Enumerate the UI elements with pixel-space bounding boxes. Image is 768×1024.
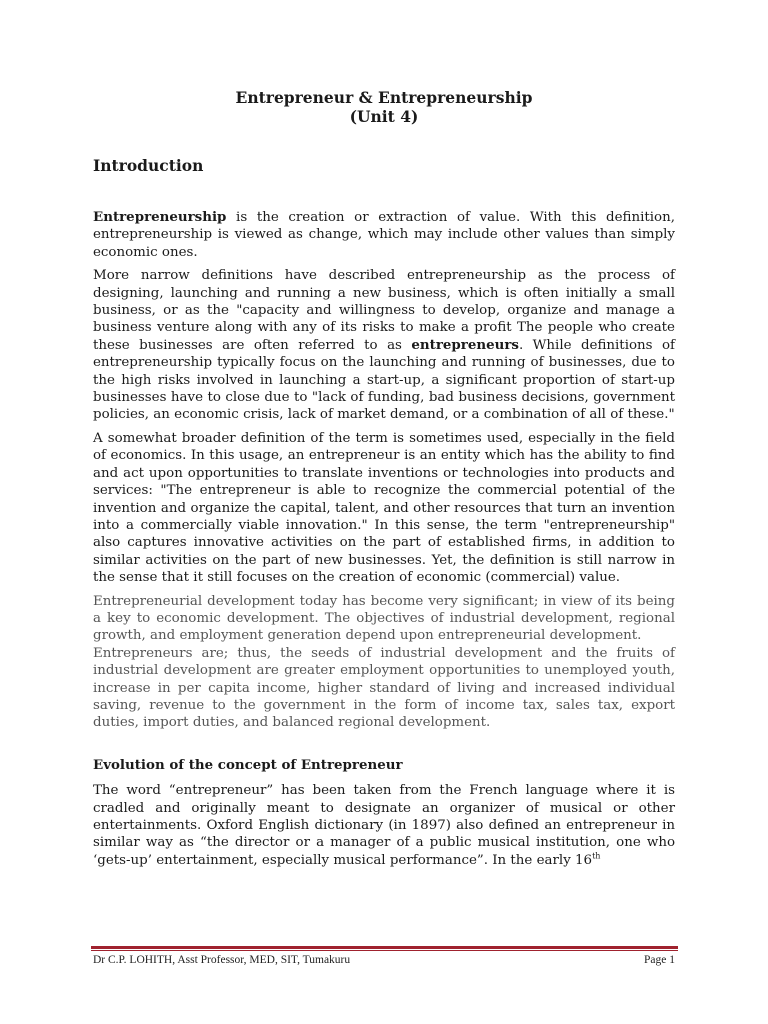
paragraph-1: Entrepreneurship is the creation or extraction of value. With this definition, entrepreneurship is viewed as change, which may include other values than simply economic ones.	[93, 209, 675, 260]
paragraph-5: Entrepreneurs are; thus, the seeds of industrial development and the fruits of industrial development are greater employment opportunities to unemployed youth, increase in per capita income, higher standard of living and increased individual saving, revenue to the government in the form of income tax, sales tax, export duties, import duties, and balanced regional development.	[93, 645, 675, 731]
introduction-heading: Introduction	[93, 156, 204, 175]
paragraph-3: A somewhat broader definition of the term is sometimes used, especially in the field of economics. In this usage, an entrepreneur is an entity which has the ability to find and act upon opportunities to translate inventions or technologies into products and services: "The entrepreneur is able to recognize the commercial potential of the invention and organize the capital, talent, and other resources that turn an invention into a commercially viable innovation." In this sense, the term "entrepreneurship" also captures innovative activities on the part of established firms, in addition to similar activities on the part of new businesses. Yet, the definition is still narrow in the sense that it still focuses on the creation of economic (commercial) value.	[93, 430, 675, 586]
term-entrepreneurs: entrepreneurs	[411, 336, 519, 353]
document-title: Entrepreneur & Entrepreneurship	[235, 88, 533, 107]
footer-rule-thick	[91, 946, 678, 949]
document-subtitle: (Unit 4)	[349, 107, 419, 126]
footer-author: Dr C.P. LOHITH, Asst Professor, MED, SIT, Tumakuru	[93, 954, 351, 966]
paragraph-2: More narrow definitions have described entrepreneurship as the process of designing, launching and running a new business, which is often initially a small business, or as the "capacity and willingness to develop, organize and manage a business venture along with any of its risks to make a profit The people who create these businesses are often referred to as entrepreneurs. While definitions of entrepreneurship typically focus on the launching and running of businesses, due to the high risks involved in launching a start-up, a significant proportion of start-up businesses have to close due to "lack of funding, bad business decisions, government policies, an economic crisis, lack of market demand, or a combination of all of these."	[93, 268, 675, 423]
paragraph-4: Entrepreneurial development today has become very significant; in view of its being a key to economic development. The objectives of industrial development, regional growth, and employment generation depend upon entrepreneurial development.	[93, 593, 675, 644]
term-entrepreneurship: Entrepreneurship	[93, 209, 227, 225]
paragraph-6: The word “entrepreneur” has been taken from the French language where it is cradled and originally meant to designate an organizer of musical or other entertainments. Oxford English dictionary (in 1897) also defined an entrepreneur in similar way as “the director or a manager of a public musical institution, one who ‘gets-up’ entertainment, especially musical performance”. In the early 16th	[93, 783, 675, 868]
document-body	[93, 209, 675, 875]
footer-rule-thin	[91, 950, 678, 951]
evolution-heading: Evolution of the concept of Entrepreneur	[93, 756, 403, 773]
page-number: Page 1	[644, 954, 675, 966]
